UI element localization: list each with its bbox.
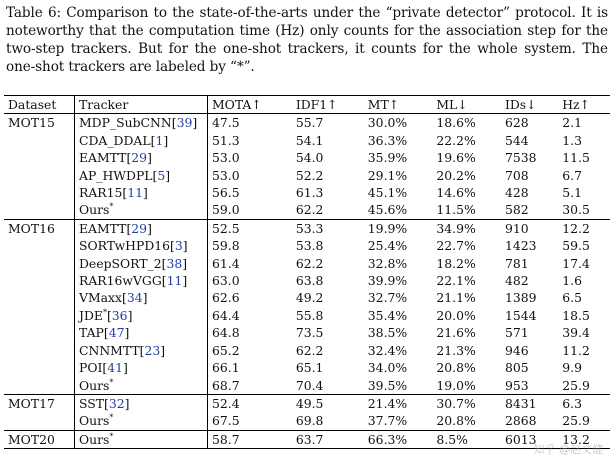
- cell-hz: 12.2: [558, 219, 610, 237]
- cell-dataset: [4, 237, 75, 254]
- cell-mt: 35.9%: [367, 150, 408, 166]
- citation-link[interactable]: 11: [127, 185, 143, 201]
- table-row: [4, 359, 610, 376]
- comparison-table: [4, 95, 610, 449]
- cell-mota: 61.4: [212, 255, 240, 271]
- citation-link[interactable]: 1: [155, 132, 164, 148]
- tracker-name: Ours: [79, 413, 110, 429]
- citation-link[interactable]: 11: [166, 273, 183, 289]
- table-row: [4, 237, 610, 254]
- table-row: [4, 167, 610, 184]
- cell-mt: 66.3%: [364, 430, 433, 448]
- table-row: [4, 201, 610, 219]
- cell-ids: 582: [504, 202, 529, 218]
- cell-mota: 64.4: [212, 307, 240, 323]
- cell-ids: 571: [504, 325, 529, 341]
- cell-idf1: 49.2: [295, 290, 324, 306]
- cell-hz: 6.5: [562, 290, 582, 306]
- cell-dataset: [4, 377, 75, 395]
- tracker-name: VMaxx: [79, 290, 122, 306]
- tracker-name: Ours: [79, 431, 110, 447]
- cell-idf1: 69.8: [295, 413, 324, 429]
- cell-hz: 59.5: [562, 238, 590, 254]
- cell-mt: 32.4%: [367, 342, 408, 358]
- tracker-name: CNNMTT: [79, 342, 140, 358]
- table-body: [4, 114, 610, 449]
- cell-ml: 22.2%: [436, 132, 476, 148]
- cell-ids: 946: [504, 342, 529, 358]
- cell-mota: 51.3: [212, 132, 240, 148]
- one-shot-marker: *: [109, 431, 114, 441]
- cell-mota: 63.0: [212, 273, 240, 289]
- cell-ids: 1544: [504, 307, 537, 323]
- cell-mt: 45.1%: [367, 185, 408, 201]
- cell-tracker: RAR16wVGG[11]: [75, 272, 208, 289]
- cell-ml: 21.3%: [436, 342, 476, 358]
- cell-ml: 18.6%: [432, 114, 501, 132]
- cell-ids: 2868: [504, 413, 537, 429]
- tracker-name: AP_HWDPL: [79, 167, 153, 183]
- citation-link[interactable]: 47: [108, 325, 125, 341]
- cell-mt: 32.8%: [367, 255, 408, 271]
- one-shot-marker: *: [109, 413, 114, 423]
- tracker-name: TAP: [79, 325, 104, 341]
- table-row: [4, 377, 610, 395]
- cell-ids: 7538: [504, 150, 537, 166]
- cell-mt: 29.1%: [367, 167, 408, 183]
- cell-hz: 25.9: [562, 377, 590, 393]
- cell-mota: 53.0: [212, 167, 240, 183]
- table-row: [4, 412, 610, 430]
- table-row: [4, 149, 610, 166]
- cell-dataset: [4, 289, 75, 306]
- cell-hz: 30.5: [562, 202, 590, 218]
- cell-mota: 53.0: [212, 150, 240, 166]
- one-shot-marker: *: [109, 202, 114, 212]
- cell-mt: 34.0%: [367, 360, 408, 376]
- citation-link[interactable]: 32: [108, 395, 125, 411]
- cell-dataset: [4, 184, 75, 201]
- header-hz: Hz↑: [558, 96, 610, 114]
- header-dataset: Dataset: [4, 96, 75, 114]
- cell-dataset: [4, 359, 75, 376]
- cell-ml: 21.1%: [436, 290, 476, 306]
- table-row: [4, 307, 610, 324]
- cell-mt: 38.5%: [367, 325, 408, 341]
- header-tracker: Tracker: [75, 96, 208, 114]
- cell-dataset: MOT16: [4, 219, 75, 237]
- cell-mota: 47.5: [208, 114, 292, 132]
- cell-ml: 30.7%: [432, 394, 501, 412]
- header-mota: MOTA↑: [208, 96, 292, 114]
- table-row: [4, 289, 610, 306]
- citation-link[interactable]: 23: [144, 342, 161, 358]
- cell-mota: 62.6: [212, 290, 240, 306]
- cell-tracker: POI[41]: [75, 359, 208, 376]
- cell-tracker: TAP[47]: [75, 324, 208, 341]
- tracker-name: JDE: [79, 307, 103, 323]
- cell-dataset: [4, 149, 75, 166]
- cell-tracker: SORTwHPD16[3]: [75, 237, 208, 254]
- cell-dataset: [4, 167, 75, 184]
- cell-hz: 18.5: [562, 307, 590, 323]
- header-ids: IDs↓: [501, 96, 558, 114]
- cell-ids: 482: [504, 273, 529, 289]
- cell-ids: 628: [501, 114, 558, 132]
- cell-ml: 34.9%: [432, 219, 501, 237]
- cell-dataset: [4, 201, 75, 219]
- cell-dataset: MOT17: [4, 394, 75, 412]
- cell-ml: 20.0%: [436, 307, 476, 323]
- cell-mota: 56.5: [212, 185, 240, 201]
- cell-tracker: EAMTT[29]: [75, 219, 208, 237]
- cell-ml: 20.8%: [436, 360, 476, 376]
- cell-mota: 59.0: [212, 202, 240, 218]
- cell-ml: 18.2%: [436, 255, 476, 271]
- cell-hz: 11.5: [562, 150, 590, 166]
- table-row: [4, 430, 610, 448]
- cell-ml: 19.0%: [436, 377, 476, 393]
- tracker-name: Ours: [79, 377, 110, 393]
- cell-mota: 64.8: [212, 325, 240, 341]
- cell-idf1: 65.1: [295, 360, 324, 376]
- cell-mt: 37.7%: [367, 413, 408, 429]
- cell-mota: 58.7: [208, 430, 292, 448]
- cell-mota: 52.5: [208, 219, 292, 237]
- citation-link[interactable]: 39: [176, 115, 193, 131]
- cell-ml: 8.5%: [432, 430, 501, 448]
- cell-idf1: 70.4: [295, 377, 324, 393]
- cell-tracker: [75, 412, 208, 430]
- cell-idf1: 54.1: [295, 132, 324, 148]
- citation-link[interactable]: 29: [131, 150, 148, 166]
- tracker-name: Ours: [79, 202, 110, 218]
- cell-hz: 17.4: [562, 255, 590, 271]
- cell-idf1: 62.2: [295, 255, 324, 271]
- cell-tracker: AP_HWDPL[5]: [75, 167, 208, 184]
- table-row: [4, 342, 610, 359]
- cell-ids: 910: [501, 219, 558, 237]
- citation-link[interactable]: 36: [111, 307, 128, 323]
- cell-hz: 13.2: [558, 430, 610, 448]
- cell-ids: 1423: [504, 238, 537, 254]
- citation-link[interactable]: 34: [126, 290, 143, 306]
- cell-ml: 21.6%: [436, 325, 476, 341]
- cell-hz: 39.4: [562, 325, 590, 341]
- cell-mota: 52.4: [208, 394, 292, 412]
- table-row: [4, 184, 610, 201]
- cell-mota: 66.1: [212, 360, 240, 376]
- cell-tracker: CNNMTT[23]: [75, 342, 208, 359]
- cell-tracker: SST[32]: [75, 394, 208, 412]
- tracker-name: CDA_DDAL: [79, 132, 151, 148]
- cell-mota: 65.2: [212, 342, 240, 358]
- tracker-name: EAMTT: [79, 150, 127, 166]
- cell-mt: 25.4%: [367, 238, 408, 254]
- cell-dataset: [4, 307, 75, 324]
- cell-idf1: 63.7: [292, 430, 364, 448]
- citation-link[interactable]: 38: [166, 255, 183, 271]
- cell-tracker: DeepSORT_2[38]: [75, 255, 208, 272]
- cell-ml: 20.2%: [436, 167, 476, 183]
- cell-idf1: 52.2: [295, 167, 324, 183]
- header-mt: MT↑: [364, 96, 433, 114]
- tracker-name: RAR16wVGG: [79, 273, 162, 289]
- cell-hz: 9.9: [562, 360, 582, 376]
- table-row: [4, 219, 610, 237]
- cell-tracker: [75, 201, 208, 219]
- tracker-name: POI: [79, 360, 103, 376]
- cell-ids: 8431: [501, 394, 558, 412]
- cell-hz: 25.9: [562, 413, 590, 429]
- table-row: [4, 255, 610, 272]
- table-row: [4, 132, 610, 149]
- cell-idf1: 63.8: [295, 273, 324, 289]
- citation-link[interactable]: 5: [157, 167, 166, 183]
- cell-idf1: 62.2: [295, 342, 324, 358]
- cell-mota: 68.7: [212, 377, 240, 393]
- cell-mt: 39.9%: [367, 273, 408, 289]
- cell-idf1: 54.0: [295, 150, 324, 166]
- cell-tracker: RAR15[11]: [75, 184, 208, 201]
- citation-link[interactable]: 29: [131, 220, 148, 236]
- watermark: 知乎 @赵文健: [533, 443, 603, 456]
- cell-mt: 21.4%: [364, 394, 433, 412]
- cell-tracker: VMaxx[34]: [75, 289, 208, 306]
- cell-mt: 39.5%: [367, 377, 408, 393]
- cell-mt: 32.7%: [367, 290, 408, 306]
- cell-idf1: 53.8: [295, 238, 324, 254]
- table-row: [4, 324, 610, 341]
- cell-ids: 805: [504, 360, 529, 376]
- table-row: [4, 394, 610, 412]
- cell-ids: 953: [504, 377, 529, 393]
- cell-dataset: [4, 324, 75, 341]
- cell-idf1: 49.5: [292, 394, 364, 412]
- cell-dataset: [4, 255, 75, 272]
- header-idf1: IDF1↑: [292, 96, 364, 114]
- cell-ids: 781: [504, 255, 529, 271]
- table-row: [4, 272, 610, 289]
- cell-tracker: CDA_DDAL[1]: [75, 132, 208, 149]
- cell-hz: 6.7: [562, 167, 582, 183]
- cell-mt: 45.6%: [367, 202, 408, 218]
- cell-dataset: [4, 272, 75, 289]
- cell-mt: 35.4%: [367, 307, 408, 323]
- one-shot-marker: *: [109, 377, 114, 387]
- cell-ml: 20.8%: [436, 413, 476, 429]
- table-caption: Table 6: Comparison to the state-of-the-arts under the “private detector” protocol. It is noteworthy that the computation time (Hz) only counts for the association step for the two-step trackers. But for the one-shot trackers, it counts for the whole system. The one-shot trackers are labeled by “*”.: [6, 5, 608, 75]
- cell-ids: 428: [504, 185, 529, 201]
- tracker-name: SORTwHPD16: [79, 238, 171, 254]
- header-ml: ML↓: [432, 96, 501, 114]
- citation-link[interactable]: 3: [174, 238, 183, 254]
- cell-idf1: 61.3: [295, 185, 324, 201]
- tracker-name: MDP_SubCNN: [79, 115, 172, 131]
- cell-tracker: [75, 430, 208, 448]
- cell-ids: 6013: [501, 430, 558, 448]
- cell-tracker: MDP_SubCNN[39]: [75, 114, 208, 132]
- cell-hz: 1.6: [562, 273, 582, 289]
- cell-hz: 5.1: [562, 185, 582, 201]
- cell-dataset: [4, 132, 75, 149]
- tracker-name: EAMTT: [79, 220, 127, 236]
- cell-tracker: JDE*[36]: [75, 307, 208, 324]
- cell-mt: 30.0%: [364, 114, 433, 132]
- cell-ml: 22.1%: [436, 273, 476, 289]
- cell-mota: 59.8: [212, 238, 240, 254]
- cell-dataset: MOT20: [4, 430, 75, 448]
- cell-tracker: [75, 377, 208, 395]
- cell-idf1: 62.2: [295, 202, 324, 218]
- cell-mt: 19.9%: [364, 219, 433, 237]
- cell-mt: 36.3%: [367, 132, 408, 148]
- cell-ids: 708: [504, 167, 529, 183]
- cell-ml: 14.6%: [436, 185, 476, 201]
- cell-dataset: [4, 342, 75, 359]
- cell-ml: 22.7%: [436, 238, 476, 254]
- tracker-name: DeepSORT_2: [79, 255, 162, 271]
- cell-hz: 1.3: [562, 132, 582, 148]
- table-header-row: [4, 96, 610, 114]
- cell-ids: 1389: [504, 290, 537, 306]
- cell-hz: 2.1: [558, 114, 610, 132]
- cell-ml: 11.5%: [436, 202, 476, 218]
- cell-idf1: 53.3: [292, 219, 364, 237]
- citation-link[interactable]: 41: [107, 360, 124, 376]
- cell-mota: 67.5: [212, 413, 240, 429]
- one-shot-marker: *: [102, 307, 107, 317]
- cell-dataset: MOT15: [4, 114, 75, 132]
- tracker-name: SST: [79, 395, 105, 411]
- tracker-name: RAR15: [79, 185, 123, 201]
- cell-ml: 19.6%: [436, 150, 476, 166]
- table-row: [4, 114, 610, 132]
- cell-idf1: 55.7: [292, 114, 364, 132]
- cell-ids: 544: [504, 132, 529, 148]
- cell-dataset: [4, 412, 75, 430]
- cell-idf1: 73.5: [295, 325, 324, 341]
- cell-hz: 6.3: [558, 394, 610, 412]
- cell-tracker: EAMTT[29]: [75, 149, 208, 166]
- cell-idf1: 55.8: [295, 307, 324, 323]
- cell-hz: 11.2: [562, 342, 590, 358]
